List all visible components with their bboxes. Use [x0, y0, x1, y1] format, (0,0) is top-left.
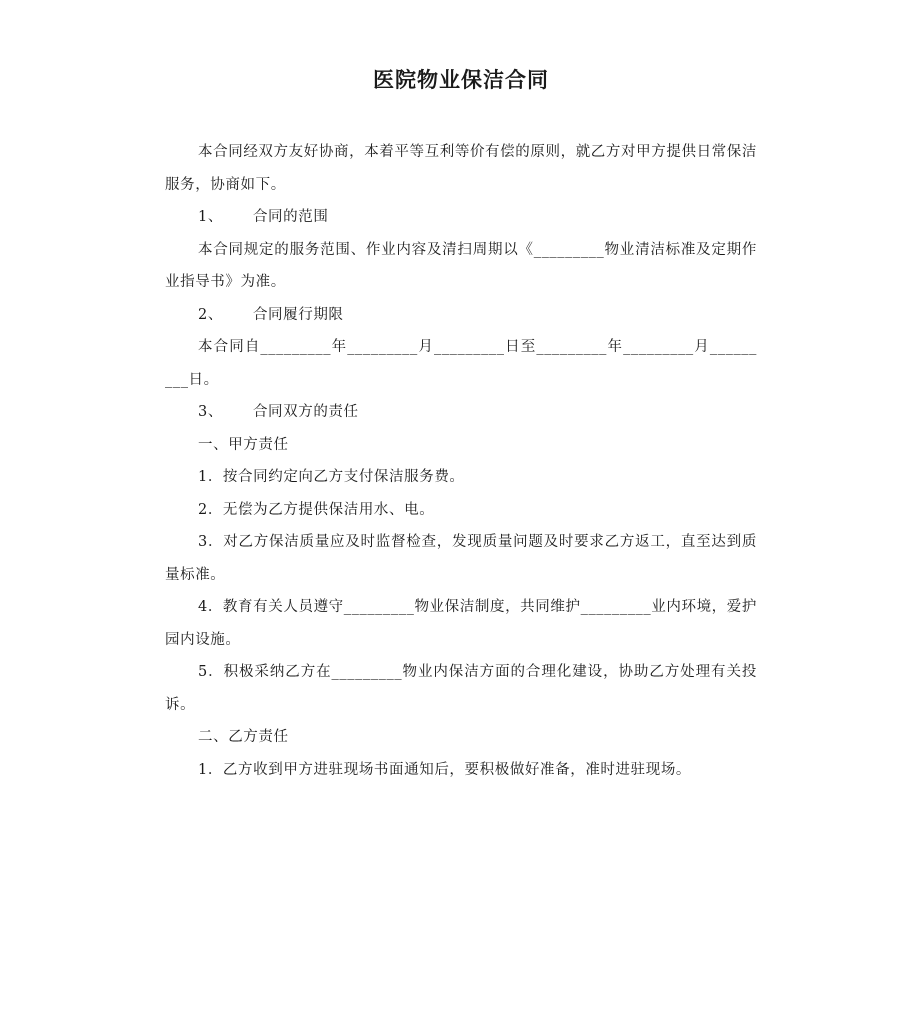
party-a-item-3: 3．对乙方保洁质量应及时监督检查，发现质量问题及时要求乙方返工，直至达到质量标准。 — [165, 534, 757, 583]
section-1-title: 合同的范围 — [252, 209, 329, 225]
party-a-heading: 一、甲方责任 — [198, 436, 289, 453]
party-a-item-5: 5．积极采纳乙方在_________物业内保洁方面的合理化建设，协助乙方处理有关投诉。 — [165, 664, 757, 713]
section-2-body: 本合同自_________年_________月_________日至_________年_________月_________日。 — [165, 339, 757, 388]
section-1-heading — [165, 201, 757, 234]
party-a-item-4: 4．教育有关人员遵守_________物业保洁制度，共同维护_________业内环境，爱护园内设施。 — [165, 599, 757, 648]
intro-paragraph: 本合同经双方友好协商，本着平等互利等价有偿的原则，就乙方对甲方提供日常保洁服务，协商如下。 — [165, 144, 757, 193]
section-1-number: 1、 — [198, 209, 223, 225]
document-title: 医院物业保洁合同 — [373, 68, 549, 92]
contract-page — [165, 62, 757, 786]
section-2-title: 合同履行期限 — [252, 306, 344, 323]
section-2-number: 2、 — [198, 306, 223, 323]
section-3-heading — [165, 396, 757, 429]
section-2-heading — [165, 299, 757, 332]
section-3-number: 3、 — [198, 404, 223, 420]
section-1-body: 本合同规定的服务范围、作业内容及清扫周期以《_________物业清洁标准及定期作业指导书》为准。 — [165, 241, 757, 290]
party-b-item-1: 1．乙方收到甲方进驻现场书面通知后，要积极做好准备，准时进驻现场。 — [198, 761, 692, 778]
party-a-item-1: 1．按合同约定向乙方支付保洁服务费。 — [198, 469, 465, 485]
party-b-heading: 二、乙方责任 — [198, 729, 289, 745]
party-a-item-2: 2．无偿为乙方提供保洁用水、电。 — [198, 501, 435, 518]
section-3-title: 合同双方的责任 — [252, 404, 359, 420]
